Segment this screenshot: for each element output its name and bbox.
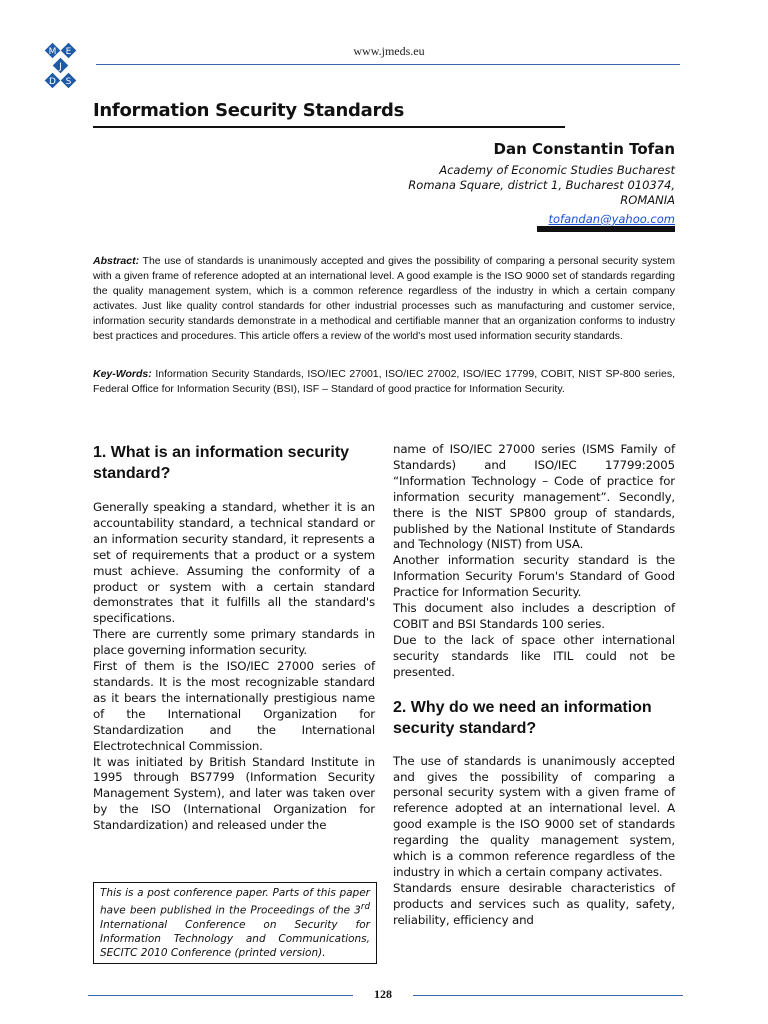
conference-note xyxy=(93,882,377,964)
svg-text:S: S xyxy=(65,77,72,87)
affiliation-line: ROMANIA xyxy=(620,193,675,207)
footer-rule-right xyxy=(413,995,683,996)
svg-text:D: D xyxy=(49,77,56,87)
svg-text:M: M xyxy=(48,47,57,57)
note-superscript: rd xyxy=(360,902,370,912)
title-underline xyxy=(93,126,565,128)
paragraph: Standards ensure desirable characteristics of products and services such as quality, safety, reliability, efficiency and xyxy=(393,880,675,927)
jmeds-logo xyxy=(40,38,96,94)
paragraph: Due to the lack of space other international security standards like ITIL could not be presented. xyxy=(393,632,675,679)
paragraph: There are currently some primary standards in place governing information security. xyxy=(93,627,375,658)
logo-diamond-m xyxy=(45,43,61,59)
paragraph: The use of standards is unanimously accepted and gives the possibility of comparing a personal security system with a given frame of reference adopted at an international level. A good example is the ISO 9000 set of standards regarding the quality management system, which is a common reference regardless of the industry in which a certain company activates. xyxy=(393,753,675,879)
note-text-end: International Conference on Security for Information Technology and Communications, SECITC 2010 Conference (printed version). xyxy=(100,918,370,959)
paragraph: Another information security standard is the Information Security Forum's Standard of Good Practice for Information Security. xyxy=(393,553,675,600)
abstract xyxy=(93,254,675,344)
site-url[interactable]: www.jmeds.eu xyxy=(353,44,425,58)
author-block xyxy=(255,140,675,227)
header-rule xyxy=(96,64,680,65)
keywords-label: Key-Words: xyxy=(93,368,152,380)
footer-rule-left xyxy=(88,995,353,996)
article-title: Information Security Standards xyxy=(93,100,405,121)
abstract-text: The use of standards is unanimously accepted and gives the possibility of comparing a personal security system with a given frame of reference adopted at an international level. A good example is the ISO 9000 set of standards regarding the quality management system, which is a common reference regardless of the industry in which a certain company activates. Just like quality control standards for other industrial processes such as manufacturing and customer service, information security standards demonstrate in a methodical and certifiable manner that an organization conforms to industry best practices and procedures. This article offers a review of the world's most used information security standards. xyxy=(93,255,675,342)
affiliation-line: Academy of Economic Studies Bucharest xyxy=(439,163,675,177)
paragraph: This document also includes a description of COBIT and BSI Standards 100 series. xyxy=(393,601,675,631)
author-name: Dan Constantin Tofan xyxy=(493,140,675,158)
logo-diamond-e xyxy=(61,43,77,59)
paragraph: Generally speaking a standard, whether it is an accountability standard, a technical standard or an information security standard, it represents a set of requirements that a product or a system must achieve. Assuming the conformity of a product or system with a certain standard demonstrates that it fulfills all the standard's specifications. xyxy=(93,500,375,626)
paragraph: First of them is the ISO/IEC 27000 series of standards. It is the most recognizable standard as it bears the internationally prestigious name of the International Organization for Standardization and the International Electrotechnical Commission. xyxy=(93,659,375,753)
right-column xyxy=(393,442,675,929)
logo-diamond-d xyxy=(45,73,61,89)
section-heading-1: 1. What is an information security standard? xyxy=(93,444,350,482)
logo-diamond-s xyxy=(61,73,77,89)
keywords-text: Information Security Standards, ISO/IEC 27001, ISO/IEC 27002, ISO/IEC 17799, COBIT, NIST SP-800 series, Federal Office for Information Security (BSI), ISF – Standard of good practice for Information Security. xyxy=(93,368,675,395)
paragraph: name of ISO/IEC 27000 series (ISMS Family of Standards) and ISO/IEC 17799:2005 “Information Technology – Code of practice for information security management”. Secondly, there is the NIST SP800 group of standards, published by the National Institute of Standards and Technology (NIST) from USA. xyxy=(393,442,675,552)
left-column xyxy=(93,440,375,834)
author-rule xyxy=(537,226,675,232)
logo-diamond-j xyxy=(53,58,69,74)
abstract-label: Abstract: xyxy=(93,255,140,267)
keywords xyxy=(93,367,675,397)
note-text: This is a post conference paper. Parts of this paper have been published in the Proceedings of the 3 xyxy=(100,887,370,917)
affiliation-line: Romana Square, district 1, Bucharest 010374, xyxy=(408,178,675,192)
paragraph: It was initiated by British Standard Institute in 1995 through BS7799 (Information Security Management System), and later was taken over by the ISO (International Organization for Standardization) and released under the xyxy=(93,754,375,833)
svg-text:E: E xyxy=(65,47,72,57)
page-number: 128 xyxy=(374,987,392,1001)
author-email-link[interactable]: tofandan@yahoo.com xyxy=(548,212,675,226)
section-heading-2: 2. Why do we need an information security standard? xyxy=(393,698,652,737)
svg-text:J: J xyxy=(59,62,62,72)
